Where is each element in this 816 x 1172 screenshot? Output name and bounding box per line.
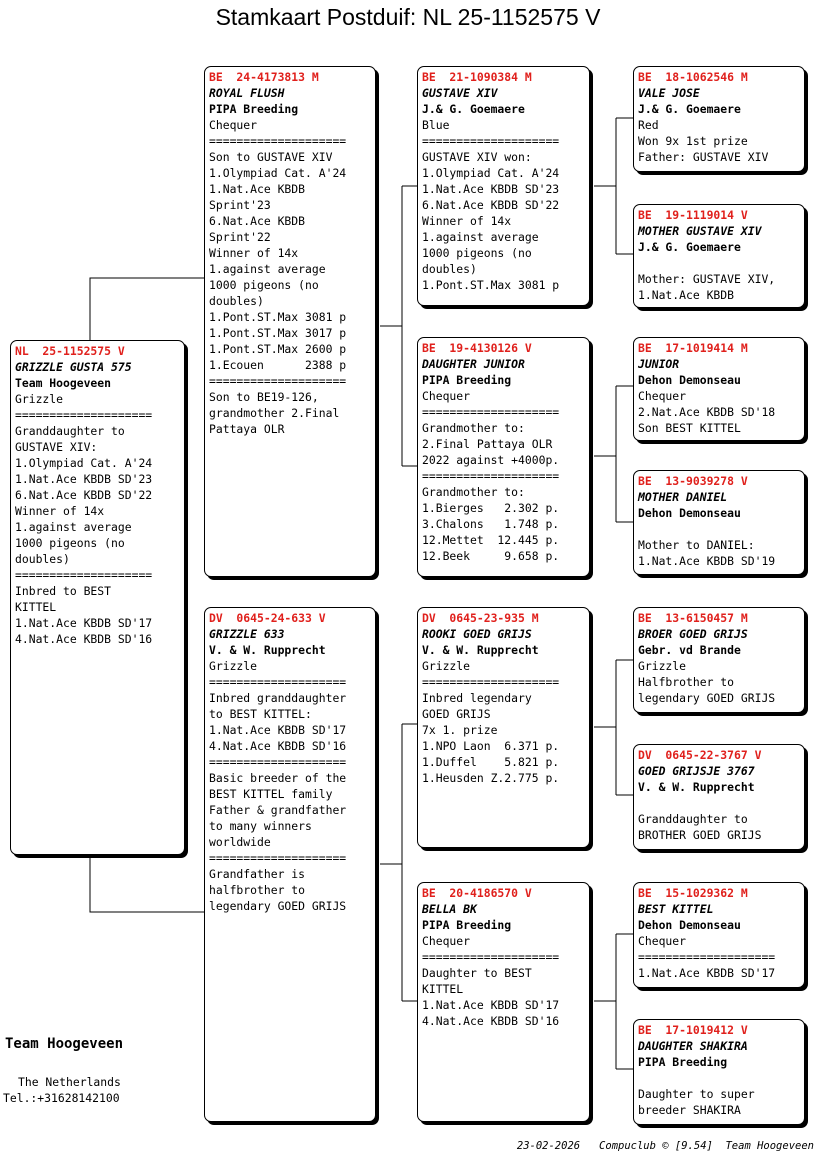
pigeon-card-mmm[interactable] — [633, 1019, 805, 1125]
card-detail-line: Winner of 14x — [209, 246, 299, 260]
card-detail-line: BEST KITTEL family — [209, 787, 333, 801]
card-detail-line: legendary GOED GRIJS — [638, 691, 776, 705]
card-details — [638, 658, 800, 706]
card-detail-line: 1.Nat.Ace KBDB SD'17 — [15, 616, 153, 630]
card-detail-line: KITTEL — [422, 982, 464, 996]
card-detail-line: doubles) — [209, 294, 264, 308]
card-detail-line — [638, 795, 800, 811]
card-detail-line: 6.Nat.Ace KBDB — [209, 214, 306, 228]
card-detail-line: Inbred granddaughter — [209, 691, 347, 705]
card-detail-line: 1.Olympiad Cat. A'24 — [422, 166, 560, 180]
pigeon-name: GOED GRIJSJE 3767 — [638, 764, 755, 778]
card-detail-line: Inbred legendary — [422, 691, 532, 705]
card-detail-line: doubles) — [15, 552, 70, 566]
card-detail-line — [638, 521, 800, 537]
pigeon-name: JUNIOR — [638, 357, 680, 371]
card-detail-line: Chequer — [638, 934, 687, 948]
ring-number: BE 15-1029362 M — [638, 886, 748, 900]
breeder-name: Team Hoogeveen — [15, 376, 112, 390]
card-detail-line — [638, 1070, 800, 1086]
card-details — [209, 658, 371, 914]
card-details — [638, 933, 800, 981]
card-detail-line: 1.Nat.Ace KBDB SD'17 — [638, 966, 776, 980]
card-detail-line: 12.Beek 9.658 p. — [422, 549, 560, 563]
card-detail-line: 1.NPO Laon 6.371 p. — [422, 739, 560, 753]
card-detail-line: 4.Nat.Ace KBDB SD'16 — [15, 632, 153, 646]
card-details — [638, 117, 800, 165]
pigeon-name: MOTHER GUSTAVE XIV — [638, 224, 762, 238]
pigeon-name: BELLA BK — [422, 902, 477, 916]
owner-phone: Tel.:+31628142100 — [3, 1091, 120, 1105]
breeder-name: V. & W. Rupprecht — [638, 780, 755, 794]
card-detail-line: 1.Nat.Ace KBDB SD'23 — [15, 472, 153, 486]
card-detail-line: GUSTAVE XIV: — [15, 440, 98, 454]
card-detail-line: Sprint'23 — [209, 198, 271, 212]
card-detail-line: grandmother 2.Final — [209, 406, 340, 420]
card-detail-line: Mother to DANIEL: — [638, 538, 755, 552]
ring-number: DV 0645-23-935 M — [422, 611, 539, 625]
breeder-name: Dehon Demonseau — [638, 506, 741, 520]
pigeon-name: BROER GOED GRIJS — [638, 627, 748, 641]
card-details — [15, 391, 180, 647]
card-detail-line: 2022 against +4000p. — [422, 453, 560, 467]
card-detail-line: worldwide — [209, 835, 271, 849]
card-detail-line: Chequer — [638, 389, 687, 403]
pigeon-name: MOTHER DANIEL — [638, 490, 728, 504]
card-detail-line: ==================== — [209, 134, 347, 148]
card-detail-line: 1.Nat.Ace KBDB SD'17 — [422, 998, 560, 1012]
card-detail-line: 1.Nat.Ace KBDB — [209, 182, 306, 196]
card-detail-line: ==================== — [15, 568, 153, 582]
card-detail-line: Grizzle — [209, 659, 258, 673]
pigeon-name: VALE JOSE — [638, 86, 700, 100]
card-detail-line: 2.Nat.Ace KBDB SD'18 — [638, 405, 776, 419]
card-detail-line: 1.Duffel 5.821 p. — [422, 755, 560, 769]
card-detail-line: ==================== — [638, 950, 776, 964]
ring-number: BE 24-4173813 M — [209, 70, 319, 84]
card-details — [638, 1070, 800, 1118]
card-details — [638, 795, 800, 843]
card-detail-line: Won 9x 1st prize — [638, 134, 748, 148]
card-detail-line: BROTHER GOED GRIJS — [638, 828, 762, 842]
card-detail-line: Father: GUSTAVE XIV — [638, 150, 769, 164]
card-detail-line: ==================== — [422, 675, 560, 689]
breeder-name: J.& G. Goemaere — [638, 240, 741, 254]
card-detail-line: 3.Chalons 1.748 p. — [422, 517, 560, 531]
card-detail-line: Granddaughter to — [638, 812, 748, 826]
card-detail-line: 1.against average — [209, 262, 326, 276]
card-detail-line: halfbrother to — [209, 883, 306, 897]
card-detail-line: Pattaya OLR — [209, 422, 285, 436]
card-detail-line: 2.Final Pattaya OLR — [422, 437, 553, 451]
pigeon-name: BEST KITTEL — [638, 902, 714, 916]
card-detail-line: to many winners — [209, 819, 312, 833]
card-detail-line: Grizzle — [638, 659, 687, 673]
card-detail-line — [638, 255, 800, 271]
pigeon-name: ROOKI GOED GRIJS — [422, 627, 532, 641]
card-detail-line: Sprint'22 — [209, 230, 271, 244]
ring-number: BE 21-1090384 M — [422, 70, 532, 84]
ring-number: BE 18-1062546 M — [638, 70, 748, 84]
pigeon-card-fmf[interactable] — [633, 337, 805, 441]
pigeon-card-fmm[interactable] — [633, 470, 805, 575]
card-detail-line: 1.Heusden Z.2.775 p. — [422, 771, 560, 785]
card-detail-line: Chequer — [209, 118, 258, 132]
pigeon-card-father-mother[interactable] — [417, 337, 590, 577]
card-detail-line: Halfbrother to — [638, 675, 735, 689]
card-detail-line: 1.Nat.Ace KBDB SD'17 — [209, 723, 347, 737]
card-detail-line: Son BEST KITTEL — [638, 421, 741, 435]
pigeon-card-subject[interactable] — [10, 340, 185, 855]
card-detail-line: to BEST KITTEL: — [209, 707, 312, 721]
card-detail-line: 1.against average — [422, 230, 539, 244]
breeder-name: Gebr. vd Brande — [638, 643, 741, 657]
pigeon-card-father-father[interactable] — [417, 66, 590, 306]
breeder-name: J.& G. Goemaere — [638, 102, 741, 116]
card-detail-line: Winner of 14x — [15, 504, 105, 518]
card-detail-line: Son to BE19-126, — [209, 390, 319, 404]
card-detail-line: 1.against average — [15, 520, 132, 534]
card-detail-line: Grandmother to: — [422, 421, 525, 435]
pigeon-card-mfm[interactable] — [633, 744, 805, 850]
breeder-name: Dehon Demonseau — [638, 918, 741, 932]
card-detail-line: Chequer — [422, 389, 471, 403]
card-detail-line: doubles) — [422, 262, 477, 276]
card-detail-line: Daughter to super — [638, 1087, 755, 1101]
card-detail-line: Daughter to BEST — [422, 966, 532, 980]
pigeon-name: GRIZZLE GUSTA 575 — [15, 360, 132, 374]
ring-number: BE 13-6150457 M — [638, 611, 748, 625]
ring-number: DV 0645-24-633 V — [209, 611, 326, 625]
owner-block — [5, 1036, 123, 1106]
card-details — [638, 255, 800, 303]
card-detail-line: 4.Nat.Ace KBDB SD'16 — [209, 739, 347, 753]
card-detail-line: Grandmother to: — [422, 485, 525, 499]
pigeon-card-mff[interactable] — [633, 607, 805, 713]
card-detail-line: ==================== — [15, 408, 153, 422]
card-detail-line: 1000 pigeons (no — [15, 536, 125, 550]
card-detail-line: Red — [638, 118, 659, 132]
footer-credit: 23-02-2026 Compuclub © [9.54] Team Hoogeveen — [516, 1140, 814, 1152]
ring-number: BE 17-1019412 V — [638, 1023, 748, 1037]
card-detail-line: ==================== — [422, 950, 560, 964]
breeder-name: PIPA Breeding — [638, 1055, 728, 1069]
card-detail-line: 1.Nat.Ace KBDB SD'23 — [422, 182, 560, 196]
card-detail-line: 4.Nat.Ace KBDB SD'16 — [422, 1014, 560, 1028]
pigeon-card-mother[interactable] — [204, 607, 376, 1122]
card-detail-line: ==================== — [422, 134, 560, 148]
card-detail-line: Granddaughter to — [15, 424, 125, 438]
card-detail-line: 1.Nat.Ace KBDB SD'19 — [638, 554, 776, 568]
card-detail-line: Grizzle — [15, 392, 64, 406]
card-detail-line: 1.Ecouen 2388 p — [209, 358, 347, 372]
owner-country: The Netherlands — [18, 1075, 121, 1089]
ring-number: BE 19-4130126 V — [422, 341, 532, 355]
breeder-name: V. & W. Rupprecht — [422, 643, 539, 657]
card-detail-line: 6.Nat.Ace KBDB SD'22 — [422, 198, 560, 212]
breeder-name: PIPA Breeding — [422, 373, 512, 387]
card-detail-line: 1.Pont.ST.Max 2600 p — [209, 342, 347, 356]
card-detail-line: Chequer — [422, 934, 471, 948]
card-detail-line: 1.Bierges 2.302 p. — [422, 501, 560, 515]
card-details — [638, 521, 800, 569]
pigeon-name: GUSTAVE XIV — [422, 86, 498, 100]
card-detail-line: 1000 pigeons (no — [422, 246, 532, 260]
card-detail-line: Grizzle — [422, 659, 471, 673]
owner-name: Team Hoogeveen — [5, 1036, 124, 1052]
card-detail-line: 1.Pont.ST.Max 3081 p — [422, 278, 560, 292]
card-detail-line: ==================== — [209, 675, 347, 689]
card-detail-line: Inbred to BEST — [15, 584, 112, 598]
card-details — [209, 117, 371, 437]
card-detail-line: 1.Olympiad Cat. A'24 — [209, 166, 347, 180]
card-detail-line: Son to GUSTAVE XIV — [209, 150, 333, 164]
pigeon-card-father[interactable] — [204, 66, 376, 577]
card-detail-line: GUSTAVE XIV won: — [422, 150, 532, 164]
card-details — [422, 117, 585, 293]
card-detail-line: 1000 pigeons (no — [209, 278, 319, 292]
ring-number: DV 0645-22-3767 V — [638, 748, 762, 762]
pigeon-card-ffm[interactable] — [633, 204, 805, 308]
ring-number: BE 20-4186570 V — [422, 886, 532, 900]
card-detail-line: 12.Mettet 12.445 p. — [422, 533, 560, 547]
ring-number: NL 25-1152575 V — [15, 344, 125, 358]
card-detail-line: ==================== — [422, 469, 560, 483]
pigeon-card-mmf[interactable] — [633, 882, 805, 988]
ring-number: BE 17-1019414 M — [638, 341, 748, 355]
card-details — [422, 658, 585, 786]
card-detail-line: 1.Pont.ST.Max 3081 p — [209, 310, 347, 324]
pigeon-card-mother-mother[interactable] — [417, 882, 590, 1122]
card-detail-line: Blue — [422, 118, 450, 132]
pigeon-name: GRIZZLE 633 — [209, 627, 285, 641]
card-detail-line: Mother: GUSTAVE XIV, — [638, 272, 776, 286]
ring-number: BE 19-1119014 V — [638, 208, 748, 222]
card-detail-line: GOED GRIJS — [422, 707, 491, 721]
card-detail-line: 7x 1. prize — [422, 723, 498, 737]
card-details — [638, 388, 800, 436]
card-detail-line: ==================== — [422, 405, 560, 419]
card-detail-line: Winner of 14x — [422, 214, 512, 228]
card-detail-line: KITTEL — [15, 600, 57, 614]
card-detail-line: ==================== — [209, 851, 347, 865]
pigeon-name: DAUGHTER SHAKIRA — [638, 1039, 748, 1053]
card-detail-line: 1.Pont.ST.Max 3017 p — [209, 326, 347, 340]
card-detail-line: Basic breeder of the — [209, 771, 347, 785]
card-detail-line: Father & grandfather — [209, 803, 347, 817]
card-detail-line: 6.Nat.Ace KBDB SD'22 — [15, 488, 153, 502]
pigeon-card-mother-father[interactable] — [417, 607, 590, 848]
breeder-name: PIPA Breeding — [422, 918, 512, 932]
breeder-name: PIPA Breeding — [209, 102, 299, 116]
card-details — [422, 933, 585, 1029]
card-detail-line: ==================== — [209, 755, 347, 769]
card-detail-line: Grandfather is — [209, 867, 306, 881]
card-detail-line: ==================== — [209, 374, 347, 388]
card-detail-line: breeder SHAKIRA — [638, 1103, 741, 1117]
breeder-name: V. & W. Rupprecht — [209, 643, 326, 657]
page-title: Stamkaart Postduif: NL 25-1152575 V — [215, 4, 601, 30]
breeder-name: Dehon Demonseau — [638, 373, 741, 387]
card-details — [422, 388, 585, 564]
card-detail-line: legendary GOED GRIJS — [209, 899, 347, 913]
pigeon-name: ROYAL FLUSH — [209, 86, 285, 100]
pigeon-name: DAUGHTER JUNIOR — [422, 357, 525, 371]
card-detail-line: 1.Olympiad Cat. A'24 — [15, 456, 153, 470]
ring-number: BE 13-9039278 V — [638, 474, 748, 488]
card-detail-line: 1.Nat.Ace KBDB — [638, 288, 735, 302]
breeder-name: J.& G. Goemaere — [422, 102, 525, 116]
pigeon-card-fff[interactable] — [633, 66, 805, 172]
